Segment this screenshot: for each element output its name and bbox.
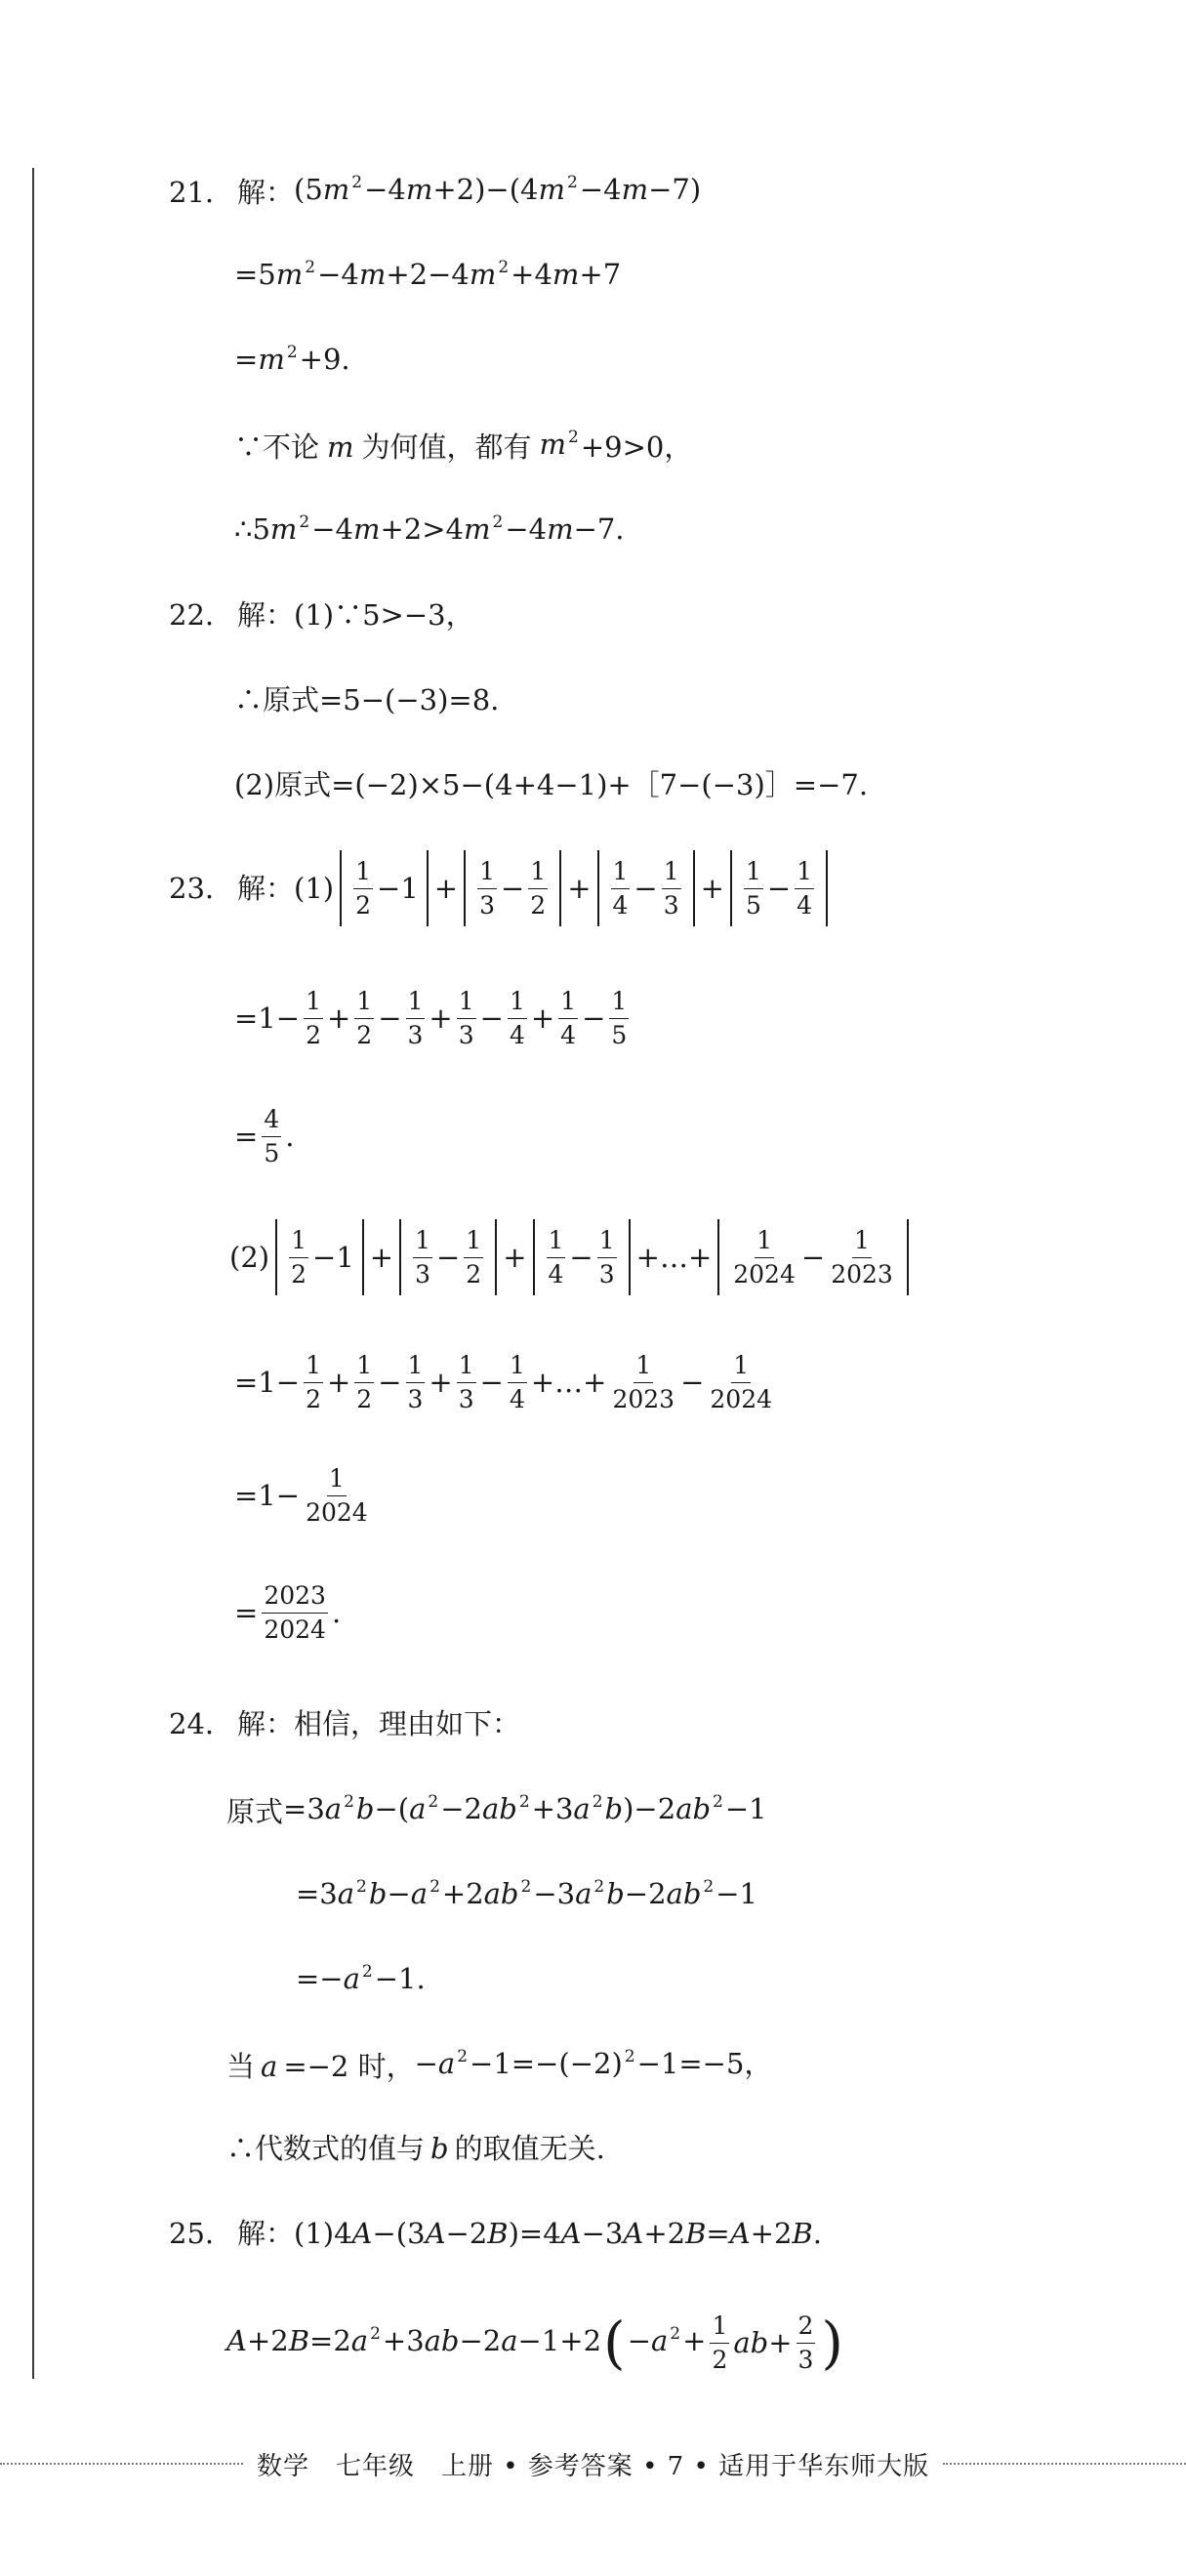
q22-line-1: [169, 595, 474, 634]
abs-term: $\frac{1}{2}$ − 1: [275, 1219, 364, 1295]
jie-label: 解：(1): [237, 872, 335, 905]
q24-line-3: [296, 1874, 757, 1918]
q24-line-5: 当 a =−2 时， −a $^2$−1=−(−2) $^2$−1=−5，: [226, 2044, 772, 2088]
q21-expr-5: ∴5m $^2$−4m+2>4m $^2$−4m−7.: [234, 512, 625, 546]
q23-line-5: =1 − $\frac{1}{2}$ + $\frac{1}{2}$ − $\frac{1}{3}$ + $\frac{1}{3}$ − $\frac{1}{4}$ +…+ $\frac{1}{2023}$ − $\frac{1}{2024}$: [234, 1350, 773, 1413]
q24-line-4: [296, 1959, 426, 2003]
footer-dotted-rule: [943, 2463, 1186, 2465]
jie-label: 解：: [237, 175, 295, 209]
q21-line-3: [234, 340, 350, 384]
text: ∵不论: [234, 429, 320, 464]
q23-line-4: (2) $\frac{1}{2}$ − 1 + $\frac{1}{3}$ − $\frac{1}{2}$ + $\frac{1}{4}$ − $\frac{1}{3}$ +…+ $\frac{1}{2024}$ − $\frac{1}{2023}$: [229, 1218, 915, 1296]
text: +9>0，: [580, 429, 693, 464]
q24-text-1: 解：相信，理由如下：: [237, 1707, 521, 1740]
q25-line-1: [169, 2214, 822, 2253]
footer-text: 数学 七年级 上册 • 参考答案 • 7 • 适用于华东师大版: [256, 2451, 930, 2481]
q24-expr-4: =−a $^2$−1.: [296, 1962, 426, 1995]
q24-line-6: ∴代数式的值与 b 的取值无关.: [226, 2129, 605, 2168]
q22-text-1: 解：(1)∵5>−3，: [237, 598, 474, 632]
text: 原式: [226, 1794, 284, 1828]
question-number: 25.: [169, 2217, 215, 2250]
abs-term: $\frac{1}{3}$ − $\frac{1}{2}$: [464, 850, 561, 926]
q21-line-5: [234, 510, 625, 553]
abs-term: $\frac{1}{4}$ − $\frac{1}{3}$: [597, 850, 695, 926]
q21-expr-2: =5m $^2$−4m+2−4m $^2$+4m+7: [234, 258, 622, 291]
q21-line-4: ∵不论 m 为何值，都有 m $^2$ +9>0，: [234, 425, 692, 469]
question-number: 24.: [169, 1707, 215, 1740]
abs-term: $\frac{1}{2}$ − 1: [340, 850, 429, 926]
q21-expr-1: (5m $^2$−4m+2)−(4m $^2$−4m−7): [294, 173, 702, 206]
text: ∴代数式的值与: [226, 2132, 426, 2165]
footer-dotted-rule: [0, 2463, 243, 2465]
q24-line-2: [226, 1789, 767, 1833]
q21-expr-3: =m $^2$+9.: [234, 343, 350, 376]
q23-line-3: = $\frac{4}{5}$ .: [234, 1104, 295, 1167]
abs-term: $\frac{1}{5}$ − $\frac{1}{4}$: [730, 850, 828, 926]
q22-line-3: [234, 765, 868, 804]
text: 的取值无关.: [454, 2132, 605, 2165]
q22-text-2: ∴原式=5−(−3)=8.: [234, 683, 500, 716]
q24-expr-2: =3a $^2$b−(a $^2$−2ab $^2$+3a $^2$b)−2ab $^2$−1: [283, 1792, 767, 1825]
q25-line-2: A+2B=2a $^2$+3ab−2a−1+2 ( −a $^2$+ $\frac{1}{2}$ ab + $\frac{2}{3}$ ): [226, 2310, 844, 2376]
q25-expr-1: 解：(1)4A−(3A−2B)=4A−3A+2B=A+2B.: [237, 2217, 822, 2250]
question-number: 22.: [169, 598, 215, 632]
left-margin-rule: [32, 168, 34, 2379]
question-number: 23.: [169, 872, 215, 905]
text: 当: [226, 2049, 256, 2083]
q23-line-1: 23. 解：(1) $\frac{1}{2}$ − 1 + $\frac{1}{3}$ − $\frac{1}{2}$ + $\frac{1}{4}$ − $\frac{1}{3}$ + $\frac{1}{5}$ − $\frac{1}{4}$: [169, 849, 834, 927]
q22-line-2: [234, 680, 499, 719]
page-footer: [0, 2444, 1186, 2483]
question-number: 21.: [169, 175, 215, 209]
q21-line-2: [234, 255, 621, 299]
abs-term: $\frac{1}{3}$ − $\frac{1}{2}$: [399, 1219, 497, 1295]
part-label: (2): [229, 1241, 270, 1274]
q21-line-1: [169, 170, 701, 214]
q23-line-2: =1 − $\frac{1}{2}$ + $\frac{1}{2}$ − $\frac{1}{3}$ + $\frac{1}{3}$ − $\frac{1}{4}$ + $\frac{1}{4}$ − $\frac{1}{5}$: [234, 986, 628, 1049]
text: 为何值，都有: [361, 429, 532, 464]
q23-line-6: =1 − $\frac{1}{2024}$: [234, 1463, 368, 1527]
text: =−2 时，: [283, 2049, 415, 2083]
q22-text-3: (2)原式=(−2)×5−(4+4−1)+［7−(−3)］=−7.: [234, 768, 869, 801]
abs-term: $\frac{1}{2024}$ − $\frac{1}{2023}$: [717, 1219, 909, 1295]
q24-expr-3: =3a $^2$b−a $^2$+2ab $^2$−3a $^2$b−2ab $^2$−1: [296, 1877, 757, 1910]
q24-line-1: [169, 1704, 520, 1743]
q24-expr-5: −a $^2$−1=−(−2) $^2$−1=−5，: [414, 2047, 773, 2080]
abs-term: $\frac{1}{4}$ − $\frac{1}{3}$: [533, 1219, 631, 1295]
q23-line-7: = $\frac{2023}{2024}$ .: [234, 1580, 342, 1644]
